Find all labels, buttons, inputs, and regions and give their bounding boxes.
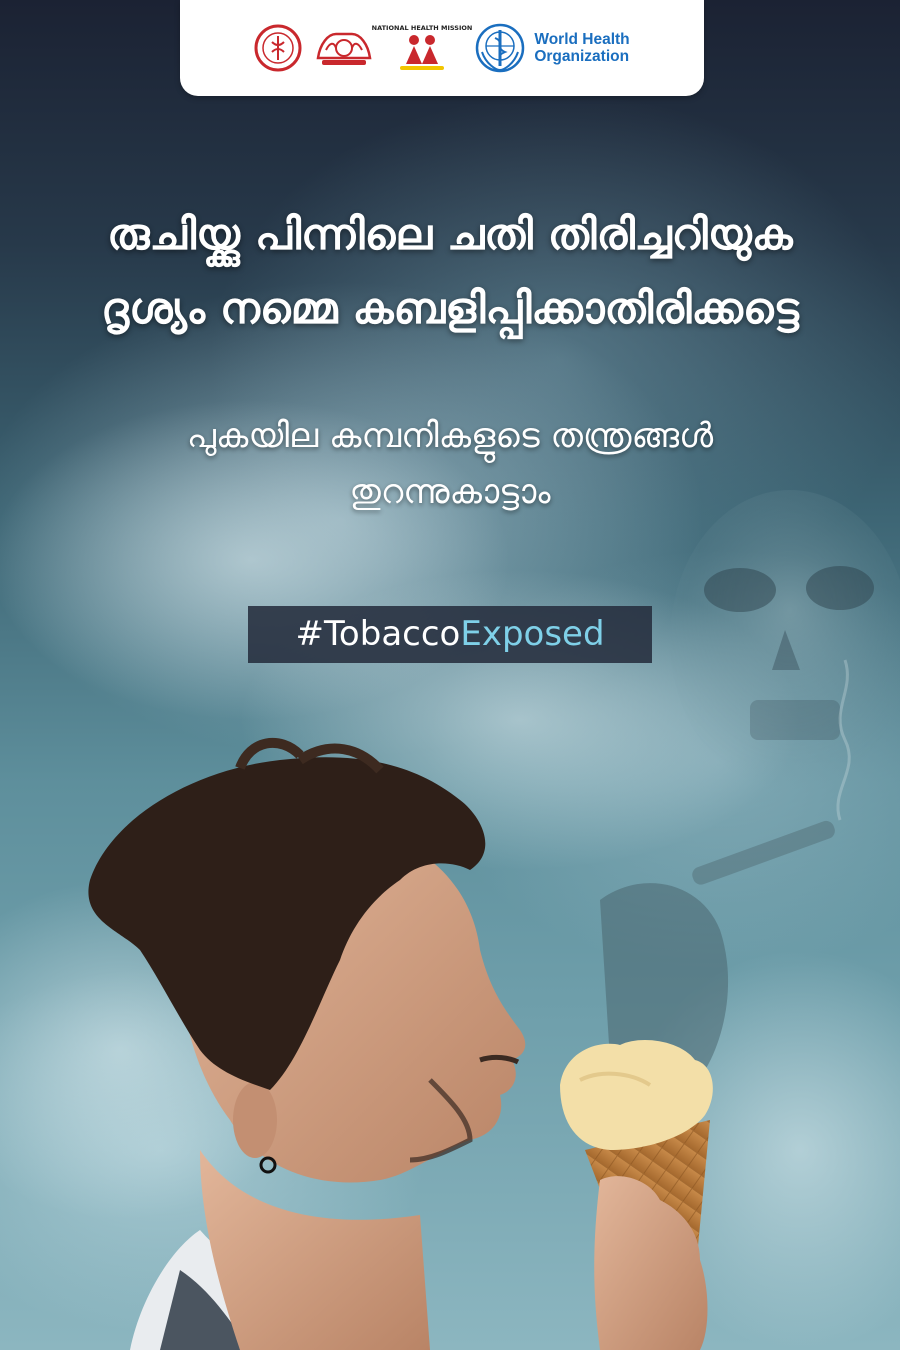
- who-label-line2: Organization: [534, 48, 630, 65]
- subheadline-line1: പുകയില കമ്പനികളുടെ തന്ത്രങ്ങൾ: [186, 416, 714, 456]
- who-logo: [474, 22, 629, 74]
- who-emblem-icon: [474, 22, 526, 74]
- skull-silhouette: [670, 490, 900, 790]
- headline-line2: ദൃശ്യം നമ്മെ കബളിപ്പിക്കാതിരിക്കട്ടെ: [101, 284, 799, 334]
- hashtag-prefix: #Tobacco: [295, 614, 461, 654]
- who-label-line1: World Health: [534, 31, 630, 48]
- subheadline-line2: തുറന്നുകാട്ടാം: [349, 472, 551, 512]
- subheadline: [60, 408, 840, 520]
- logo-bar: [180, 0, 704, 96]
- national-health-mission-logo: [372, 16, 473, 80]
- ice-cream-cone: [560, 1040, 713, 1350]
- hashtag-highlight: Exposed: [460, 614, 605, 654]
- nhm-caption: NATIONAL HEALTH MISSION: [372, 24, 473, 32]
- headline-line1: രുചിയ്ക്കു പിന്നിലെ ചതി തിരിച്ചറിയുക: [107, 210, 793, 260]
- government-of-kerala-emblem: [312, 24, 376, 72]
- hashtag-badge: [248, 606, 652, 663]
- kerala-health-services-emblem: [254, 24, 302, 72]
- headline: [40, 198, 860, 346]
